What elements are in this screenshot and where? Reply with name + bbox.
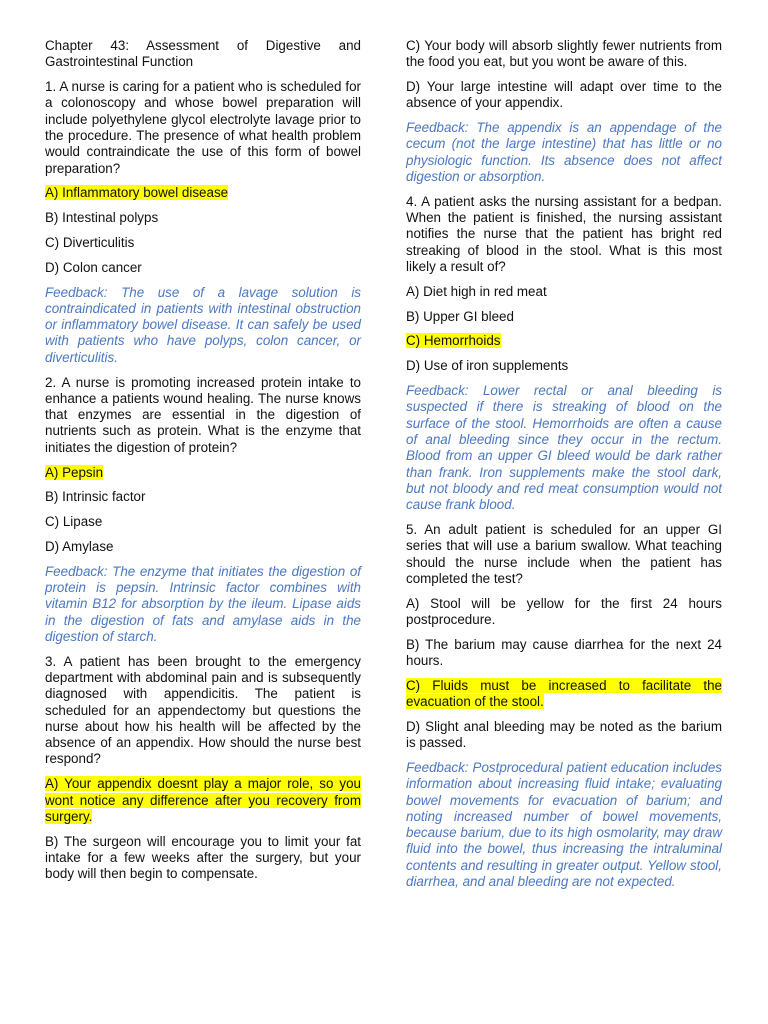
q2-option-a bbox=[45, 465, 361, 481]
q5-option-a: A) Stool will be yellow for the first 24 hours postprocedure. bbox=[406, 595, 722, 627]
q1-option-c: C) Diverticulitis bbox=[45, 234, 135, 250]
q5-feedback: Feedback: Postprocedural patient education includes information about increasing fluid intake; evaluating bowel movements for evacuation of barium; and noting increased number of bowel movements, because barium, due to its high osmolarity, may draw fluid into the bowel, thus increasing the intraluminal contents and resulting in greater output. Yellow stool, diarrhea, and anal bleeding are not expected. bbox=[406, 759, 722, 890]
q5-stem: 5. An adult patient is scheduled for an upper GI series that will use a barium swallow. What teaching should the nurse include when the patient has completed the test? bbox=[406, 521, 722, 586]
right-column bbox=[406, 38, 722, 899]
q5-option-b: B) The barium may cause diarrhea for the next 24 hours. bbox=[406, 636, 722, 668]
q1-feedback: Feedback: The use of a lavage solution is contraindicated in patients with intestinal obstruction or inflammatory bowel disease. It can safely be used with patients who have polyps, colon cancer, or diverticulitis. bbox=[45, 284, 361, 365]
q3-stem: 3. A patient has been brought to the emergency department with abdominal pain and is subsequently diagnosed with appendicitis. The patient is scheduled for an appendectomy but questions the nurse about how his health will be affected by the absence of an appendix. How should the nurse best respond? bbox=[45, 653, 361, 767]
q3-feedback: Feedback: The appendix is an appendage of the cecum (not the large intestine) that has little or no physiologic function. Its absence does not affect digestion or absorption. bbox=[406, 120, 722, 185]
q3-option-a bbox=[45, 776, 361, 825]
q2-stem: 2. A nurse is promoting increased protein intake to enhance a patients wound healing. The nurse knows that enzymes are essential in the digestion of nutrients such as protein. What is the enzyme that initiates the digestion of protein? bbox=[45, 374, 361, 455]
q5-option-c bbox=[406, 678, 722, 711]
q1-option-d: D) Colon cancer bbox=[45, 259, 142, 275]
q4-option-b: B) Upper GI bleed bbox=[406, 308, 514, 324]
left-column bbox=[45, 38, 361, 891]
highlighted-answer: C) Hemorrhoids bbox=[406, 333, 501, 349]
q3-option-c: C) Your body will absorb slightly fewer nutrients from the food you eat, but you wont be aware of this. bbox=[406, 38, 722, 70]
q1-stem: 1. A nurse is caring for a patient who is scheduled for a colonoscopy and whose bowel preparation will include polyethylene glycol electrolyte lavage prior to the procedure. The presence of what health problem would contraindicate the use of this form of bowel preparation? bbox=[45, 79, 361, 176]
q2-option-d: D) Amylase bbox=[45, 538, 114, 554]
q4-stem: 4. A patient asks the nursing assistant for a bedpan. When the patient is finished, the nursing assistant notifies the nurse that the patient has bright red streaking of blood in the stool. What is this most likely a result of? bbox=[406, 193, 722, 275]
highlighted-answer: C) Fluids must be increased to facilitate the evacuation of the stool. bbox=[406, 677, 722, 710]
highlighted-answer: A) Inflammatory bowel disease bbox=[45, 185, 229, 201]
chapter-title: Chapter 43: Assessment of Digestive and Gastrointestinal Function bbox=[45, 38, 361, 70]
q2-option-b: B) Intrinsic factor bbox=[45, 489, 146, 505]
q4-option-a: A) Diet high in red meat bbox=[406, 283, 547, 299]
q1-option-a bbox=[45, 185, 361, 201]
highlighted-answer: A) Pepsin bbox=[45, 464, 104, 480]
q4-option-d: D) Use of iron supplements bbox=[406, 358, 569, 374]
q4-feedback: Feedback: Lower rectal or anal bleeding is suspected if there is streaking of blood on the surface of the stool. Hemorrhoids are often a cause of anal bleeding since they occur in the rectum. Blood from an upper GI bleed would be dark rather than frank. Iron supplements make the stool dark, but not bloody and red meat consumption would not cause frank blood. bbox=[406, 383, 722, 513]
q5-option-d: D) Slight anal bleeding may be noted as the barium is passed. bbox=[406, 718, 722, 751]
q4-option-c bbox=[406, 333, 722, 349]
q3-option-b: B) The surgeon will encourage you to limit your fat intake for a few weeks after the surgery, but your body will then begin to compensate. bbox=[45, 833, 361, 882]
q3-option-d: D) Your large intestine will adapt over time to the absence of your appendix. bbox=[406, 79, 722, 111]
q2-option-c: C) Lipase bbox=[45, 514, 103, 530]
highlighted-answer: A) Your appendix doesnt play a major role, so you wont notice any difference after you recovery from surgery. bbox=[45, 776, 361, 824]
q2-feedback: Feedback: The enzyme that initiates the digestion of protein is pepsin. Intrinsic factor combines with vitamin B12 for absorption by the ileum. Lipase aids in the digestion of fats and amylase aids in the digestion of starch. bbox=[45, 563, 361, 644]
q1-option-b: B) Intestinal polyps bbox=[45, 210, 159, 226]
